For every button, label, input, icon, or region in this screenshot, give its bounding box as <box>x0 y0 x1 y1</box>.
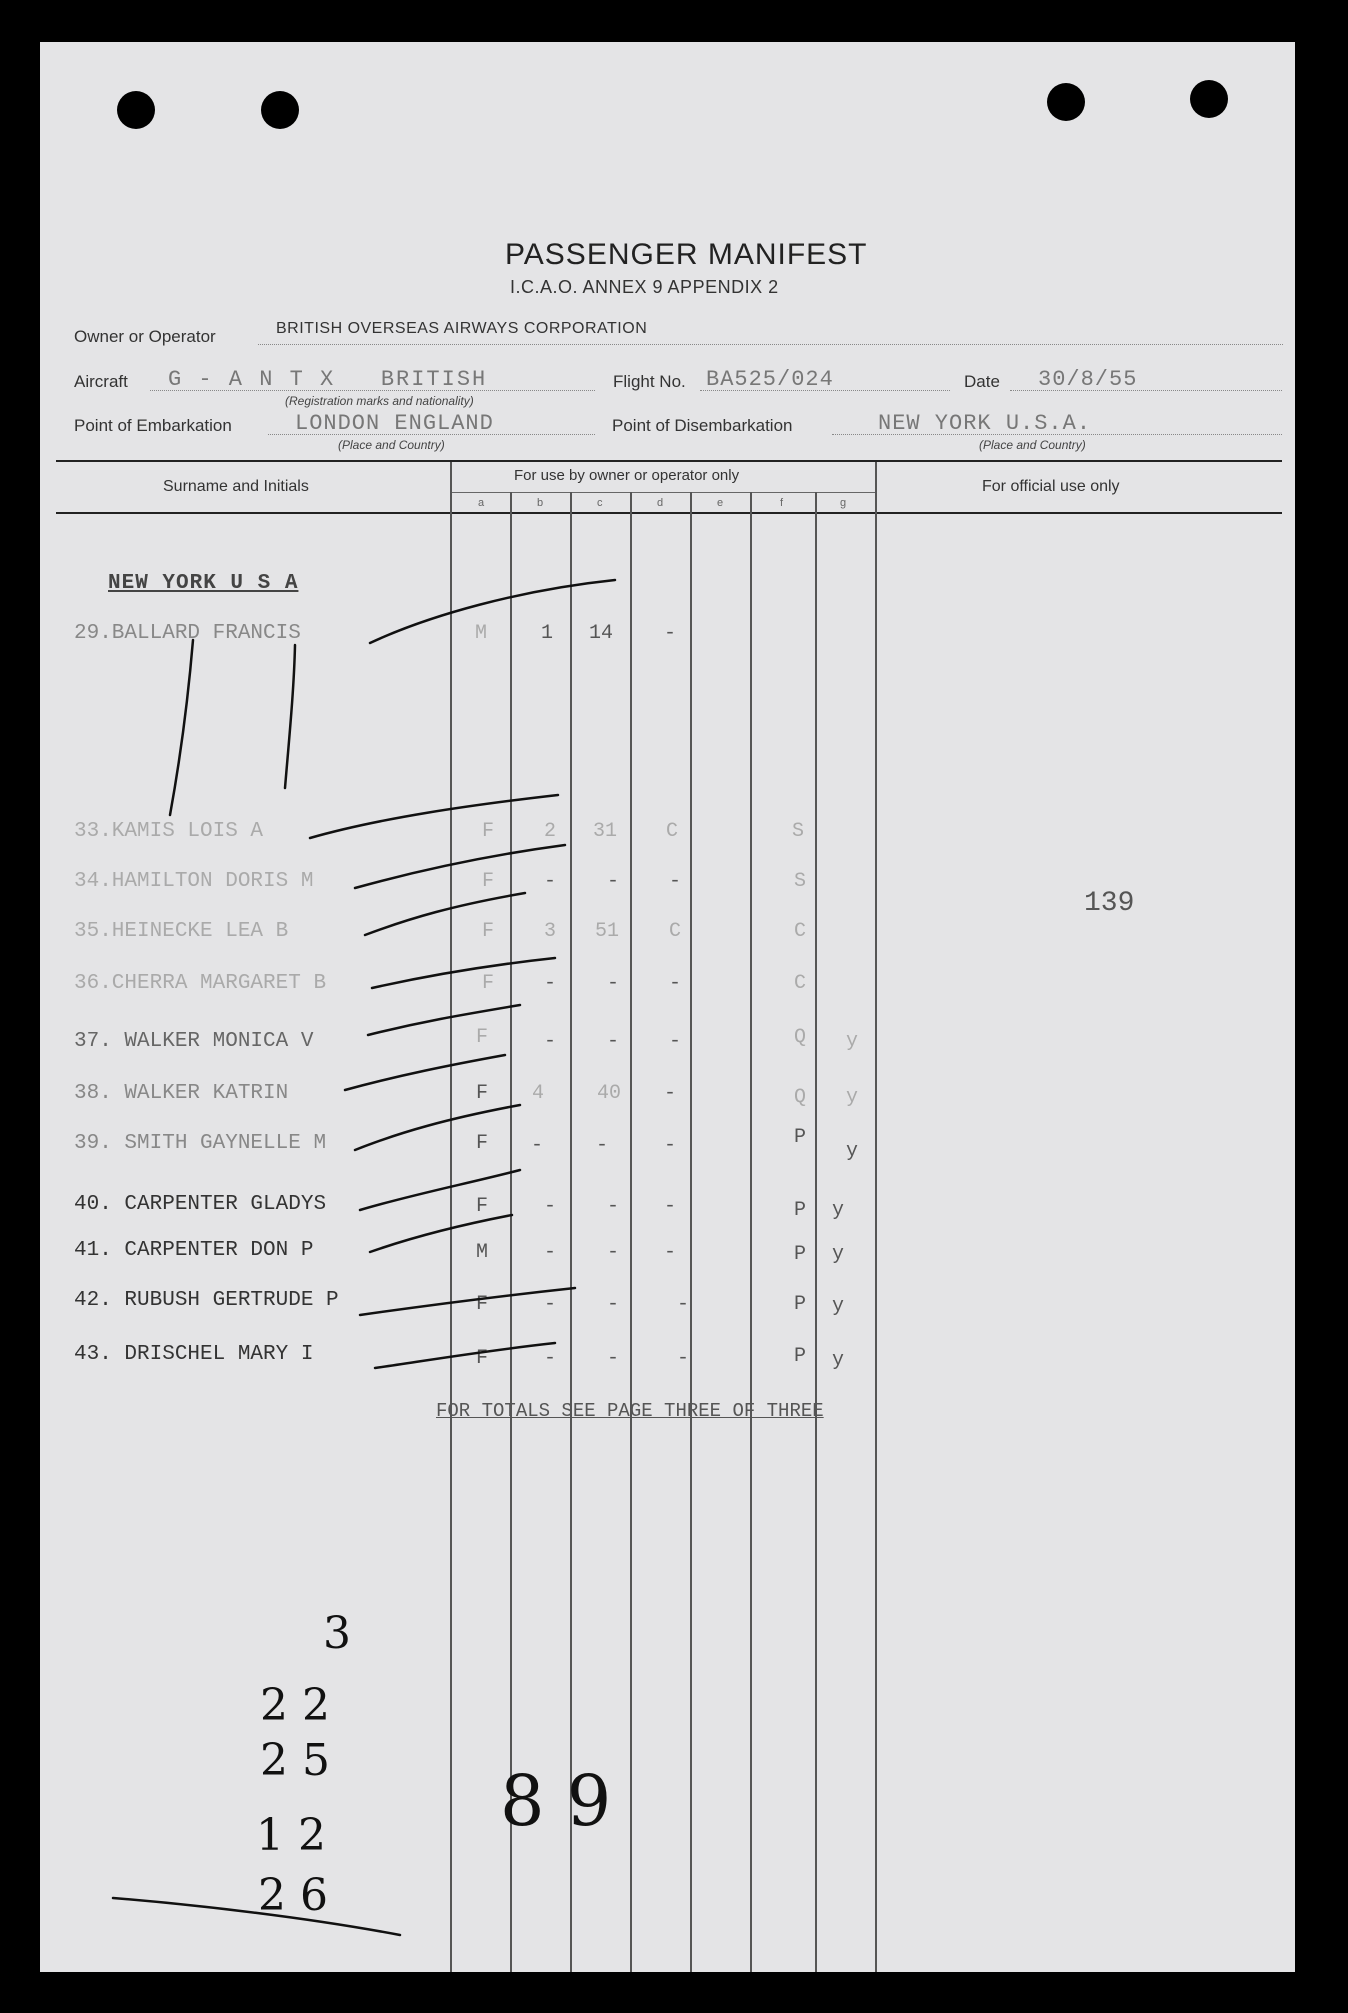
cell-d: - <box>676 1293 689 1316</box>
cell-b: - <box>543 870 556 893</box>
date-value: 30/8/55 <box>1038 367 1138 392</box>
cell-a: M <box>474 622 487 645</box>
passenger-name: 33.KAMIS LOIS A <box>74 820 264 843</box>
subcol-f: f <box>780 497 784 509</box>
subcol-a: a <box>478 497 485 509</box>
destination-heading: NEW YORK U S A <box>108 572 299 595</box>
passenger-name: 38. WALKER KATRIN <box>74 1082 289 1105</box>
manifest-sheet <box>40 42 1295 1972</box>
col-line <box>510 492 512 1972</box>
cell-f: C <box>793 920 806 943</box>
page-subtitle: I.C.A.O. ANNEX 9 APPENDIX 2 <box>510 277 779 297</box>
owner-dotted-line <box>258 344 1283 345</box>
col-line <box>875 462 877 1972</box>
cell-f: Q <box>793 1086 806 1109</box>
owner-value: BRITISH OVERSEAS AIRWAYS CORPORATION <box>276 320 648 337</box>
cell-a: F <box>475 1082 488 1105</box>
cell-b: 3 <box>543 920 556 943</box>
cell-d: - <box>663 1134 676 1157</box>
cell-a: F <box>481 972 494 995</box>
cell-d: - <box>668 1030 681 1053</box>
passenger-name: 42. RUBUSH GERTRUDE P <box>74 1289 339 1312</box>
table-top-rule <box>56 460 1282 462</box>
handwritten-mark: 8 9 <box>500 1760 612 1842</box>
cell-a: F <box>475 1132 488 1155</box>
owner-label: Owner or Operator <box>74 327 216 346</box>
cell-g: y <box>845 1086 858 1109</box>
subcol-b: b <box>537 497 544 509</box>
cell-a: F <box>475 1347 488 1370</box>
cell-b: - <box>543 1347 556 1370</box>
cell-d: - <box>668 972 681 995</box>
col-line <box>570 492 572 1972</box>
passenger-name: 40. CARPENTER GLADYS <box>74 1193 327 1216</box>
cell-b: - <box>543 1293 556 1316</box>
cell-c: - <box>606 1293 619 1316</box>
passenger-name: 37. WALKER MONICA V <box>74 1030 314 1053</box>
cell-f: P <box>793 1345 806 1368</box>
cell-c: 31 <box>592 820 617 843</box>
punch-hole <box>261 91 299 129</box>
flight-value: BA525/024 <box>706 367 834 392</box>
embarkation-value: LONDON ENGLAND <box>295 411 494 436</box>
cell-c: 40 <box>596 1082 621 1105</box>
cell-c: 14 <box>588 622 613 645</box>
cell-b: 2 <box>543 820 556 843</box>
cell-b: 4 <box>531 1082 544 1105</box>
embarkation-note: (Place and Country) <box>338 438 445 452</box>
handwritten-tally: 2 6 <box>258 1870 328 1921</box>
subcol-e: e <box>717 497 724 509</box>
cell-a: F <box>475 1195 488 1218</box>
cell-f: Q <box>793 1026 806 1049</box>
subcol-header-rule <box>450 492 875 493</box>
aircraft-value: G - A N T X BRITISH <box>168 367 488 392</box>
aircraft-note: (Registration marks and nationality) <box>285 394 474 408</box>
cell-d: - <box>663 1241 676 1264</box>
flight-label: Flight No. <box>613 372 686 391</box>
cell-f: P <box>793 1126 806 1149</box>
handwritten-tally: 2 2 <box>260 1680 330 1731</box>
cell-c: - <box>595 1134 608 1157</box>
cell-a: F <box>475 1026 488 1049</box>
cell-d: - <box>663 1195 676 1218</box>
cell-b: - <box>543 1195 556 1218</box>
passenger-name: 35.HEINECKE LEA B <box>74 920 289 943</box>
cell-d: C <box>668 920 681 943</box>
cell-f: P <box>793 1199 806 1222</box>
totals-note: FOR TOTALS SEE PAGE THREE OF THREE <box>436 1400 824 1422</box>
cell-g: y <box>831 1243 844 1266</box>
passenger-name: 29.BALLARD FRANCIS <box>74 622 301 645</box>
disembarkation-note: (Place and Country) <box>979 438 1086 452</box>
embarkation-label: Point of Embarkation <box>74 416 232 435</box>
passenger-name: 41. CARPENTER DON P <box>74 1239 314 1262</box>
subcol-g: g <box>840 497 847 509</box>
cell-c: - <box>606 1347 619 1370</box>
official-number: 139 <box>1084 888 1135 919</box>
cell-c: 51 <box>594 920 619 943</box>
cell-g: y <box>831 1349 844 1372</box>
col-line <box>690 492 692 1972</box>
passenger-name: 43. DRISCHEL MARY I <box>74 1343 314 1366</box>
date-label: Date <box>964 372 1000 391</box>
cell-d: - <box>676 1347 689 1370</box>
cell-d: - <box>663 622 676 645</box>
cell-b: - <box>530 1134 543 1157</box>
cell-d: - <box>663 1082 676 1105</box>
cell-d: - <box>668 870 681 893</box>
cell-g: y <box>845 1140 858 1163</box>
punch-hole <box>1190 80 1228 118</box>
punch-hole <box>117 91 155 129</box>
cell-a: F <box>481 920 494 943</box>
cell-f: S <box>791 820 804 843</box>
cell-c: - <box>606 972 619 995</box>
passenger-name: 36.CHERRA MARGARET B <box>74 972 327 995</box>
cell-g: y <box>831 1295 844 1318</box>
cell-b: - <box>543 1030 556 1053</box>
cell-a: M <box>475 1241 488 1264</box>
official-column-header: For official use only <box>982 478 1120 495</box>
handwritten-tally: 3 <box>323 1608 351 1659</box>
col-line <box>815 492 817 1972</box>
cell-f: P <box>793 1243 806 1266</box>
subcol-d: d <box>657 497 664 509</box>
cell-c: - <box>606 1241 619 1264</box>
disembarkation-value: NEW YORK U.S.A. <box>878 411 1092 436</box>
cell-c: - <box>606 1030 619 1053</box>
aircraft-label: Aircraft <box>74 372 128 391</box>
col-line <box>750 492 752 1972</box>
handwritten-tally: 2 5 <box>260 1735 330 1786</box>
table-header-rule <box>56 512 1282 514</box>
cell-a: F <box>475 1293 488 1316</box>
cell-c: - <box>606 870 619 893</box>
punch-hole <box>1047 83 1085 121</box>
cell-f: P <box>793 1293 806 1316</box>
passenger-name: 34.HAMILTON DORIS M <box>74 870 314 893</box>
cell-g: y <box>845 1030 858 1053</box>
cell-a: F <box>481 820 494 843</box>
cell-f: S <box>793 870 806 893</box>
surname-column-header: Surname and Initials <box>163 478 309 495</box>
operator-column-header: For use by owner or operator only <box>514 467 740 484</box>
disembarkation-label: Point of Disembarkation <box>612 416 793 435</box>
cell-b: - <box>543 1241 556 1264</box>
subcol-c: c <box>597 497 603 509</box>
cell-a: F <box>481 870 494 893</box>
handwritten-tally: 1 2 <box>256 1810 326 1861</box>
col-line <box>630 492 632 1972</box>
passenger-name: 39. SMITH GAYNELLE M <box>74 1132 327 1155</box>
cell-g: y <box>831 1199 844 1222</box>
cell-f: C <box>793 972 806 995</box>
cell-c: - <box>606 1195 619 1218</box>
cell-d: C <box>665 820 678 843</box>
col-line <box>450 462 452 1972</box>
page-title: PASSENGER MANIFEST <box>505 238 868 271</box>
cell-b: 1 <box>540 622 553 645</box>
cell-b: - <box>543 972 556 995</box>
